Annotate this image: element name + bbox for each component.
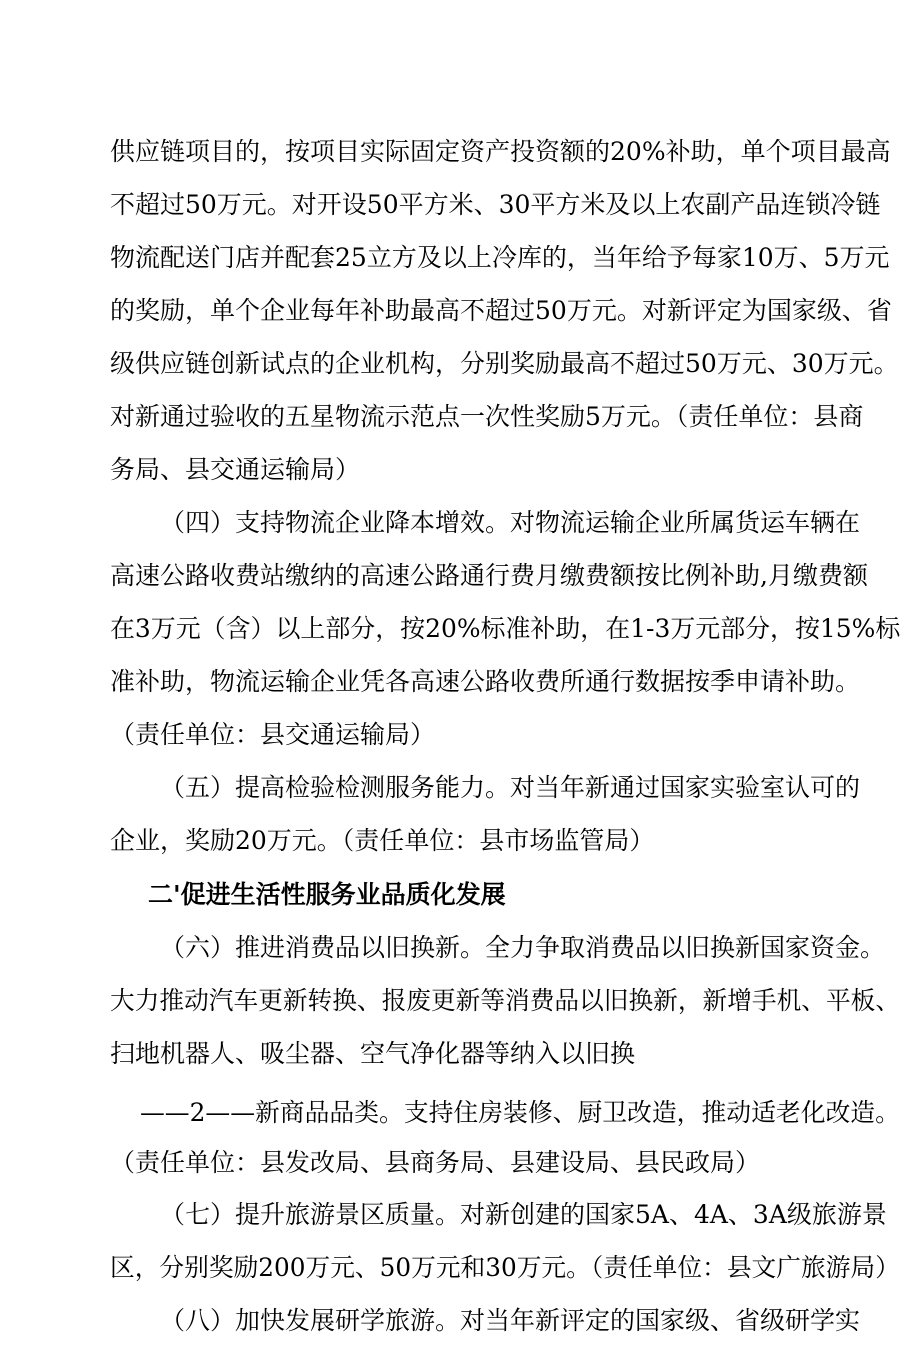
paragraph-line: 不超过50万元。对开设50平方米、30平方米及以上农副产品连锁冷链 (110, 190, 881, 219)
paragraph-line: 高速公路收费站缴纳的高速公路通行费月缴费额按比例补助,月缴费额 (110, 561, 868, 590)
section-six-start: （六）推进消费品以旧换新。全力争取消费品以旧换新国家资金。 (160, 933, 886, 962)
paragraph-line: 务局、县交通运输局） (110, 455, 361, 484)
section-four-start: （四）支持物流企业降本增效。对物流运输企业所属货运车辆在 (160, 508, 861, 537)
paragraph-line: 物流配送门店并配套25立方及以上冷库的，当年给予每家10万、5万元 (110, 243, 890, 272)
paragraph-line: 大力推动汽车更新转换、报废更新等消费品以旧换新，新增手机、平板、 (110, 986, 901, 1015)
page-break-line: ——2——新商品品类。支持住房装修、厨卫改造，推动适老化改造。 (140, 1098, 900, 1127)
section-five-start: （五）提高检验检测服务能力。对当年新通过国家实验室认可的 (160, 773, 861, 802)
paragraph-line: （责任单位：县交通运输局） (110, 720, 436, 749)
paragraph-line: （责任单位：县发改局、县商务局、县建设局、县民政局） (110, 1148, 761, 1177)
paragraph-line: 准补助，物流运输企业凭各高速公路收费所通行数据按季申请补助。 (110, 667, 861, 696)
section-eight-start: （八）加快发展研学旅游。对当年新评定的国家级、省级研学实 (160, 1306, 861, 1335)
section-seven-start: （七）提升旅游景区质量。对新创建的国家5A、4A、3A级旅游景 (160, 1200, 887, 1229)
paragraph-line: 级供应链创新试点的企业机构，分别奖励最高不超过50万元、30万元。 (110, 349, 899, 378)
section-heading: 二'促进生活性服务业品质化发展 (148, 880, 506, 909)
paragraph-line: 区，分别奖励200万元、50万元和30万元。（责任单位：县文广旅游局） (110, 1253, 900, 1282)
paragraph-line: 在3万元（含）以上部分，按20%标准补助，在1-3万元部分，按15%标 (110, 614, 901, 643)
paragraph-line: 供应链项目的，按项目实际固定资产投资额的20%补助，单个项目最高 (110, 137, 891, 166)
paragraph-line: 的奖励，单个企业每年补助最高不超过50万元。对新评定为国家级、省 (110, 296, 892, 325)
paragraph-line: 对新通过验收的五星物流示范点一次性奖励5万元。（责任单位：县商 (110, 402, 864, 431)
paragraph-line: 扫地机器人、吸尘器、空气净化器等纳入以旧换 (110, 1039, 636, 1068)
paragraph-line: 企业，奖励20万元。（责任单位：县市场监管局） (110, 826, 655, 855)
